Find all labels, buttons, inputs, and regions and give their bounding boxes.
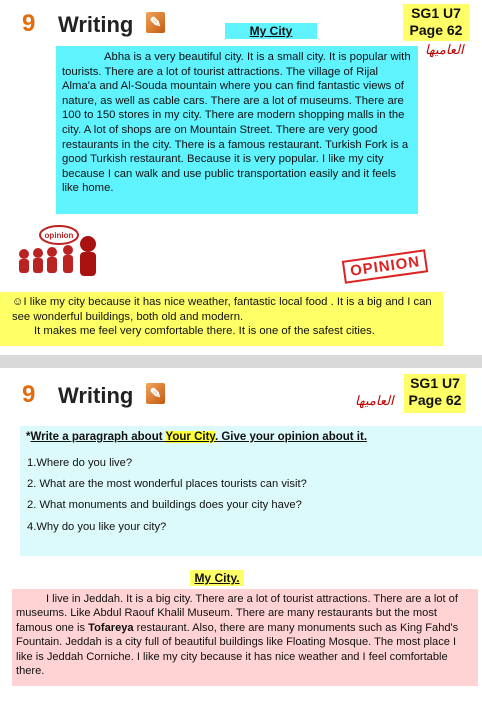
question-2: 2. What are the most wonderful places tourists can visit? [27,478,307,490]
opinion-line-2: It makes me feel very comfortable there. It is one of the safest cities. [34,325,375,338]
question-3: 2. What monuments and buildings does your city have? [27,499,302,511]
page-badge [404,374,466,413]
opinion-line-1: ☺I like my city because it has nice weather, fantastic local food . It is a big and I can see wonderful buildings, both old and modern. [12,296,432,323]
badge-line-2: Page 62 [408,392,462,408]
page-badge [403,4,469,41]
instruction [20,426,482,443]
unit-number: 9 [22,381,36,408]
slide-divider [0,355,482,368]
opinion-box [0,292,443,346]
arabic-label: العاميها [355,394,394,409]
instruction-text-1: Write a paragraph about [30,431,166,443]
subtitle: My City [225,23,317,39]
unit-title: Writing [58,383,134,408]
model-paragraph: Abha is a very beautiful city. It is a small city. It is popular with tourists. There are a lot of tourist attractions. The village of Rijal Alma'a and Al-Souda mountain where you can find fantastic views of nature, as well as cable cars. There are a lot of museums. There are 100 to 150 stores in my city. There are modern shopping malls in the city. A lot of shops are on Mountain Street. There are very good restaurants in the city. There is a famous restaurant. Turkish Fork is a good Turkish restaurant. Because it is very popular. I like my city because I can walk and use public transportation easily and it feels like home. [62,51,411,195]
essay-box [12,589,478,686]
unit-title: Writing [58,12,134,37]
opinion-sign-text: opinion [44,231,74,240]
question-1: 1.Where do you live? [27,457,133,469]
pencil-icon: ✎ [146,12,165,33]
question-4: 4.Why do you like your city? [27,521,167,533]
arabic-label: العاميها [425,43,464,58]
opinion-stamp: OPINION [342,249,429,284]
instruction-prefix: * [26,431,31,443]
badge-line-2: Page 62 [409,22,463,38]
essay-part-1: I live in Jeddah. It is a big city. There are a lot of tourist attractions. There are a lot of museums. Like Abdul Raouf Khalil Museum. There are many restaurants but the most famous one is [16,593,458,634]
essay-title: My City. [190,570,244,586]
essay-text [12,589,478,678]
instruction-highlight: Your City [165,431,215,443]
instruction-box [20,426,482,556]
pencil-icon: ✎ [146,383,165,404]
essay-bold: Tofareya [88,621,134,634]
opinion-people-image [14,224,104,282]
instruction-text-2: . Give your opinion about it. [214,431,368,443]
model-paragraph-box [56,46,418,214]
badge-line-1: SG1 U7 [410,375,460,391]
unit-number: 9 [22,10,36,37]
top-slide [0,0,482,355]
badge-line-1: SG1 U7 [411,5,461,21]
bottom-slide [0,368,482,723]
essay-part-2: restaurant. Also, there are many monuments such as King Fahd's Fountain. Jeddah is a city full of beautiful buildings like Floating Mosque. The most place I like is Jeddah Corniche. I like my city because it has nice weather and I feel comfortable there. [16,621,459,678]
